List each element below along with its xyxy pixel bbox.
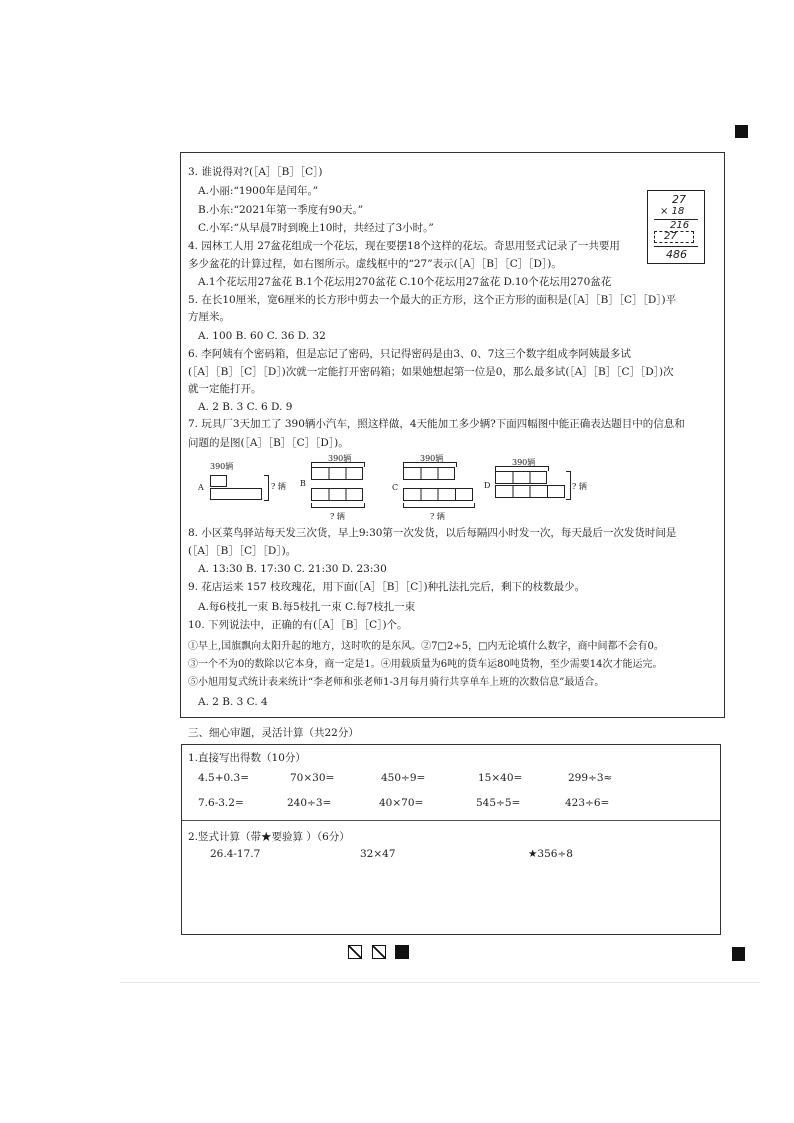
q4-line-2: 多少盆花的计算过程，如右图所示。虚线框中的“27”表示(［A］［B］［C］［D］)。 bbox=[188, 258, 562, 270]
q7-diagram-b bbox=[300, 453, 390, 523]
figure-partial-2: 27 bbox=[664, 231, 677, 242]
diagram-b-row1 bbox=[311, 467, 363, 480]
q3-stem: 3. 谁说得对?(［A］［B］［C］) bbox=[188, 166, 323, 178]
q4-line-1: 4. 园林工人用 27盆花组成一个花坛，现在要摆18个这样的花坛。奇思用竖式记录了一共要用 bbox=[188, 240, 620, 252]
corner-marker-bottom-right bbox=[732, 947, 745, 961]
diagram-d-label: D bbox=[484, 481, 491, 490]
mental-math-1-3: 450÷9= bbox=[381, 772, 426, 784]
figure-result: 486 bbox=[666, 248, 687, 261]
q6-options: A. 2 B. 3 C. 6 D. 9 bbox=[198, 401, 293, 413]
figure-partial-1: 216 bbox=[670, 220, 690, 231]
diagram-b-qty: 390辆 bbox=[328, 454, 352, 463]
diagram-a-label: A bbox=[198, 483, 204, 492]
q7-diagram-c bbox=[392, 453, 482, 523]
corner-marker-top-right bbox=[735, 125, 748, 138]
diagram-b-unknown: ? 辆 bbox=[330, 512, 345, 521]
diagram-c-row2 bbox=[403, 488, 473, 501]
q6-line-1: 6. 李阿姨有个密码箱，但是忘记了密码，只记得密码是由3、0、7这三个数字组成李阿姨最多试 bbox=[188, 348, 631, 360]
q10-statement-3: ⑤小旭用复式统计表来统计“李老师和张老师1-3月每月骑行共享单车上班的次数信息”最适合。 bbox=[188, 677, 605, 688]
mental-math-2-1: 7.6-3.2= bbox=[198, 797, 244, 809]
q8-line-2: (［A］［B］［C］［D］)。 bbox=[188, 545, 297, 557]
page-marker-solid bbox=[395, 945, 409, 959]
diagram-d-row2 bbox=[495, 485, 565, 498]
diagram-a-unit bbox=[210, 475, 227, 487]
vertical-calc-3: ★356÷8 bbox=[528, 848, 573, 860]
figure-rule-2 bbox=[654, 246, 698, 247]
q8-options: A. 13:30 B. 17:30 C. 21:30 D. 23:30 bbox=[198, 563, 387, 575]
diagram-b-row2 bbox=[311, 488, 363, 501]
diagram-d-qty: 390辆 bbox=[512, 458, 536, 467]
figure-multiplicand: 27 bbox=[672, 193, 686, 206]
page-marker-hatched-1 bbox=[348, 945, 362, 959]
section-3-title: 三、细心审题，灵活计算（共22分） bbox=[188, 727, 359, 739]
scan-edge-line bbox=[120, 982, 760, 983]
q5-line-1: 5. 在长10厘米，宽6厘米的长方形中剪去一个最大的正方形，这个正方形的面积是(［A］［B］［C］［D］)平 bbox=[188, 294, 677, 306]
q10-stem: 10. 下列说法中，正确的有(［A］［B］［C］)个。 bbox=[188, 619, 408, 631]
vertical-calc-2: 32×47 bbox=[360, 848, 396, 860]
diagram-c-bottom-brace bbox=[403, 503, 475, 508]
part2-title: 2.竖式计算（带★要验算 ）（6分） bbox=[188, 831, 350, 843]
mental-math-2-4: 545÷5= bbox=[476, 797, 521, 809]
diagram-d-unknown: ? 辆 bbox=[572, 482, 587, 491]
q7-diagram-d bbox=[484, 457, 594, 497]
diagram-b-label: B bbox=[300, 479, 306, 488]
calc-box-divider bbox=[182, 820, 720, 821]
q5-line-2: 方厘米。 bbox=[188, 311, 230, 323]
diagram-d-row1 bbox=[495, 471, 547, 484]
vertical-calc-1: 26.4-17.7 bbox=[210, 848, 261, 860]
page-marker-hatched-2 bbox=[372, 945, 386, 959]
mental-math-1-1: 4.5+0.3= bbox=[198, 772, 249, 784]
q10-options: A. 2 B. 3 C. 4 bbox=[198, 696, 268, 708]
diagram-c-qty: 390辆 bbox=[420, 454, 444, 463]
diagram-a-brace bbox=[264, 475, 269, 501]
q3-option-b: B.小东:“2021年第一季度有90天。” bbox=[198, 204, 364, 216]
diagram-a-row2 bbox=[210, 488, 262, 500]
q6-line-3: 就一定能打开。 bbox=[188, 383, 262, 395]
q10-statement-1: ①早上,国旗飘向太阳升起的地方，这时吹的是东风。②7□2÷5，□内无论填什么数字，商中间都不会有0。 bbox=[188, 641, 664, 652]
q8-line-1: 8. 小区菜鸟驿站每天发三次货，早上9:30第一次发货，以后每隔四小时发一次，每天最后一次发货时间是 bbox=[188, 527, 677, 539]
part1-title: 1.直接写出得数（10分） bbox=[188, 752, 306, 764]
mental-math-1-4: 15×40= bbox=[478, 772, 523, 784]
diagram-b-bottom-brace bbox=[311, 503, 365, 508]
diagram-a-unknown: ? 辆 bbox=[271, 482, 286, 491]
q7-line-2: 问题的是图(［A］［B］［C］［D］)。 bbox=[188, 437, 349, 449]
diagram-d-brace bbox=[566, 471, 571, 500]
q10-statement-2: ③一个不为0的数除以它本身，商一定是1。④用载质量为6吨的货车运80吨货物，至少需要14次才能运完。 bbox=[188, 659, 663, 670]
diagram-a-qty: 390辆 bbox=[210, 462, 234, 471]
figure-multiplier: × 18 bbox=[660, 206, 685, 217]
q3-option-a: A.小丽:“1900年是闰年。” bbox=[198, 185, 319, 197]
diagram-c-label: C bbox=[392, 483, 399, 492]
diagram-c-row1 bbox=[403, 467, 455, 480]
mental-math-2-3: 40×70= bbox=[379, 797, 424, 809]
mental-math-1-5: 299÷3≈ bbox=[568, 772, 613, 784]
q7-diagram-a bbox=[198, 461, 298, 501]
q7-line-1: 7. 玩具厂3天加工了 390辆小汽车，照这样做，4天能加工多少辆?下面四幅图中能正确表达题目中的信息和 bbox=[188, 418, 685, 430]
q5-options: A. 100 B. 60 C. 36 D. 32 bbox=[198, 330, 326, 342]
q9-options: A.每6枝扎一束 B.每5枝扎一束 C.每7枝扎一束 bbox=[198, 601, 416, 613]
q6-line-2: (［A］［B］［C］［D］)次就一定能打开密码箱；如果她想起第一位是0，那么最多试(［A］［B］［C］［D］)次 bbox=[188, 366, 674, 378]
diagram-c-unknown: ? 辆 bbox=[430, 512, 445, 521]
mental-math-2-5: 423÷6= bbox=[565, 797, 610, 809]
q4-options: A.1个花坛用27盆花 B.1个花坛用270盆花 C.10个花坛用27盆花 D.10个花坛用270盆花 bbox=[198, 276, 612, 288]
q9-stem: 9. 花店运来 157 枝玫瑰花，用下面(［A］［B］［C］)种扎法扎完后，剩下的枝数最少。 bbox=[188, 581, 586, 593]
vertical-multiplication-figure bbox=[647, 190, 705, 264]
mental-math-2-2: 240÷3= bbox=[287, 797, 332, 809]
mental-math-1-2: 70×30= bbox=[290, 772, 335, 784]
q3-option-c: C.小军:“从早晨7时到晚上10时，共经过了3小时。” bbox=[198, 222, 434, 234]
